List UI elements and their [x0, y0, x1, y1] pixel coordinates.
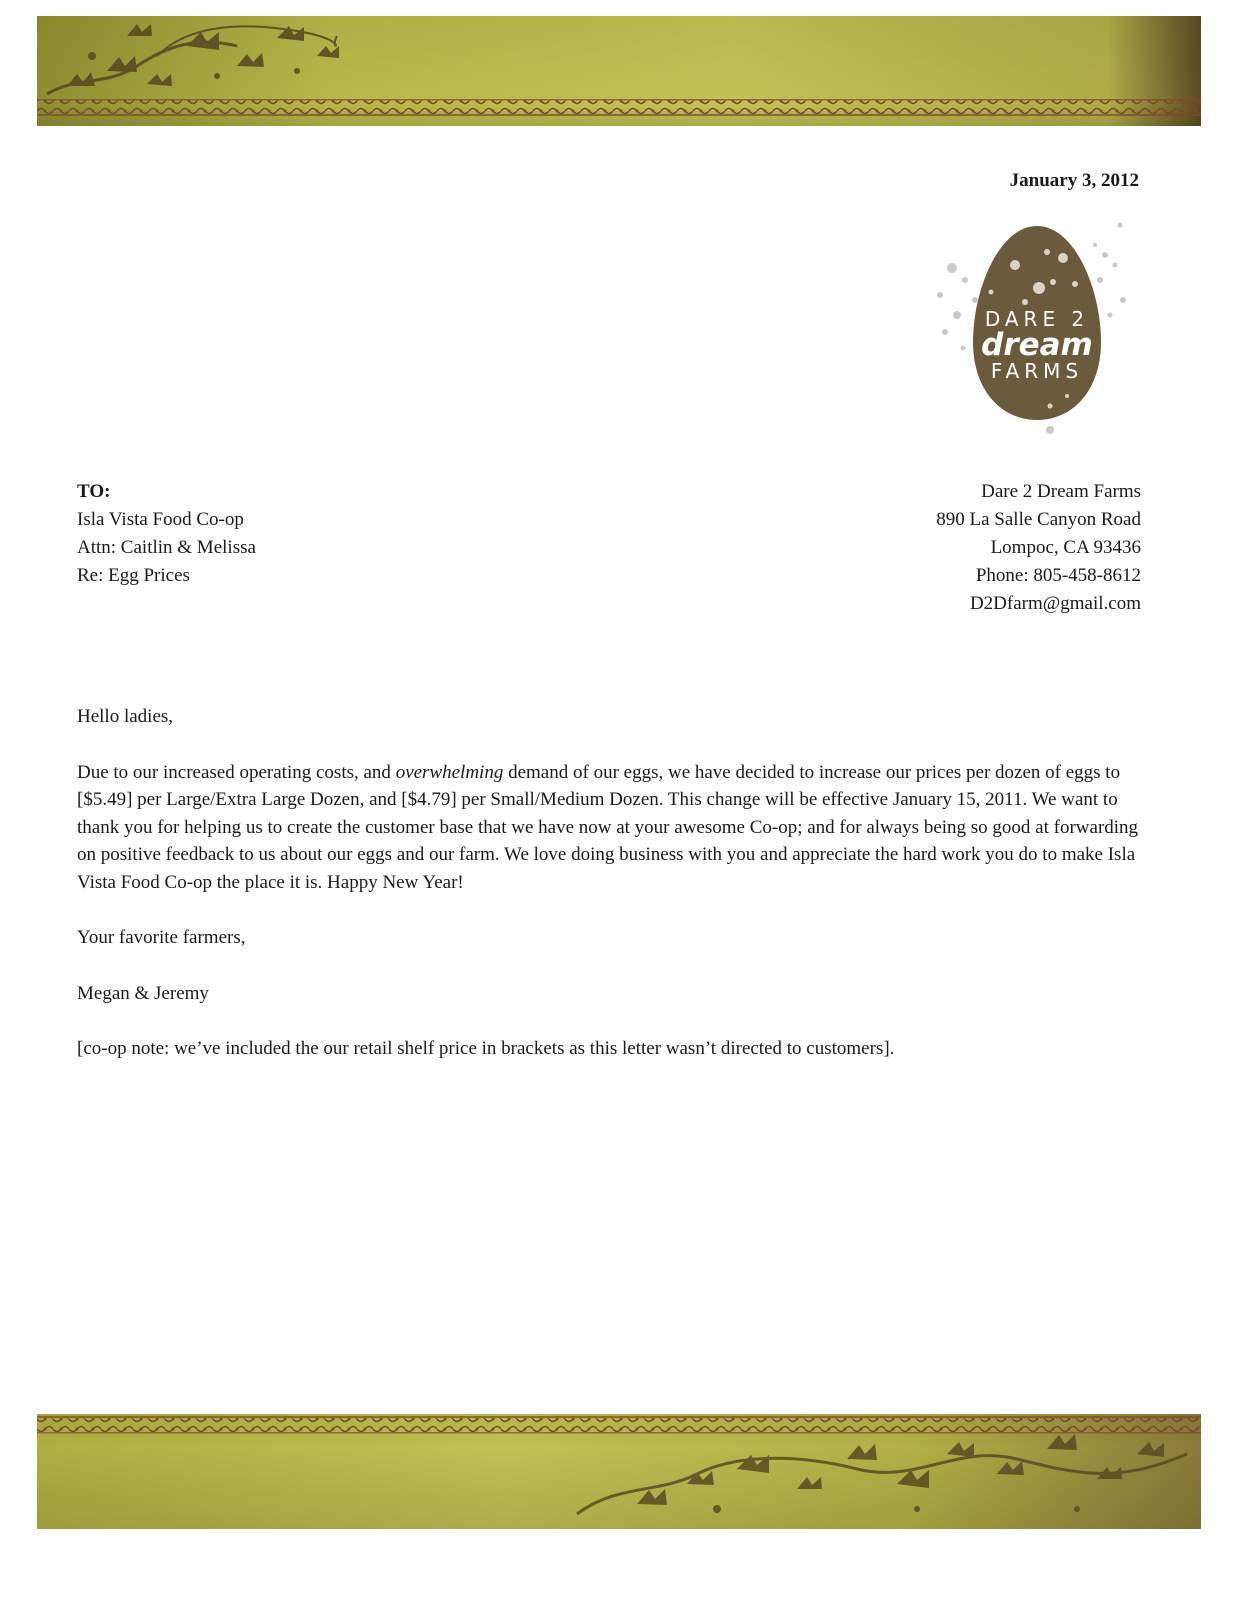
paragraph-part-2: demand of our eggs, we have decided to increase our prices per dozen of eggs to [$5.49] per Large/Extra Large Dozen, and [$4.79] per Small/Medium Dozen. This change will be effective January 15, 2011. We want to thank you for helping us to create the customer base that we have now at your awesome Co-op; and for always being so good at forwarding on positive feedback to us about our eggs and our farm. We love doing business with you and appreciate the hard work you do to make Isla Vista Food Co-op the place it is. Happy New Year! — [77, 761, 1139, 893]
recipient-label: TO: — [77, 481, 111, 502]
recipient-subject: Re: Egg Prices — [77, 565, 190, 586]
closing: Your favorite farmers, — [77, 927, 246, 948]
logo-text-dream: dream — [981, 327, 1093, 363]
greeting: Hello ladies, — [77, 706, 174, 727]
footer-banner-art — [37, 1414, 1201, 1529]
egg-logo-icon — [935, 220, 1155, 450]
sender-name: Dare 2 Dream Farms — [981, 481, 1141, 502]
recipient-block — [77, 478, 256, 590]
logo-text-dare: DARE 2 — [984, 307, 1090, 331]
recipient-attn: Attn: Caitlin & Melissa — [77, 537, 256, 558]
sender-street: 890 La Salle Canyon Road — [936, 509, 1141, 530]
sender-phone: Phone: 805-458-8612 — [975, 565, 1141, 586]
sender-city: Lompoc, CA 93436 — [990, 537, 1141, 558]
recipient-name: Isla Vista Food Co-op — [77, 509, 244, 530]
footer-banner — [37, 1414, 1201, 1529]
letter-body — [77, 703, 1147, 1091]
farm-logo — [935, 220, 1155, 450]
signature: Megan & Jeremy — [77, 982, 209, 1004]
paragraph-part-1: Due to our increased operating costs, and — [77, 761, 396, 783]
paragraph-emphasis: overwhelming — [395, 761, 504, 783]
logo-text-farms: FARMS — [990, 359, 1084, 383]
header-banner-art — [37, 16, 1201, 126]
sender-block — [936, 478, 1141, 618]
co-op-note: [co-op note: we’ve included the our retail shelf price in brackets as this letter wasn’t directed to customers]. — [77, 1038, 895, 1059]
header-banner — [37, 16, 1201, 126]
sender-email: D2Dfarm@gmail.com — [969, 593, 1141, 614]
letter-date: January 3, 2012 — [1009, 170, 1139, 191]
main-paragraph — [77, 759, 1147, 897]
